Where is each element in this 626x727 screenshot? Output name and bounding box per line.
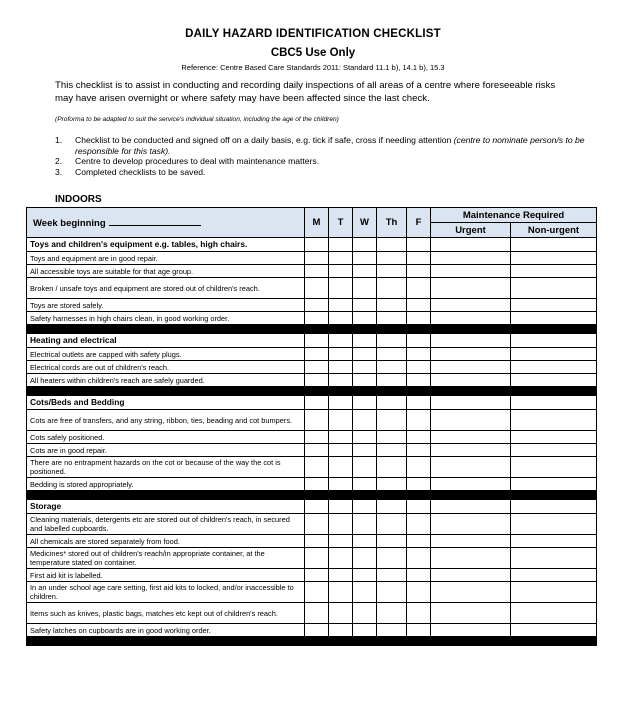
checklist-item-label: Medicines* stored out of children's reach/in appropriate container, at the temperature stated on container. [27,548,305,569]
day-check-cell[interactable] [305,478,329,491]
day-check-cell[interactable] [377,457,407,478]
day-check-cell[interactable] [407,348,431,361]
non-urgent-cell[interactable] [511,299,597,312]
section-divider [27,637,597,646]
table-row [27,410,597,431]
urgent-cell[interactable] [431,548,511,569]
table-row [27,278,597,299]
step-main-text: Centre to develop procedures to deal with maintenance matters. [75,156,320,167]
day-check-cell[interactable] [407,514,431,535]
day-check-cell[interactable] [353,548,377,569]
urgent-cell[interactable] [431,396,511,410]
divider-bar [27,387,597,396]
day-check-cell[interactable] [377,603,407,624]
day-check-cell[interactable] [407,500,431,514]
day-check-cell[interactable] [353,478,377,491]
section-divider [27,491,597,500]
day-check-cell[interactable] [305,361,329,374]
day-check-cell[interactable] [353,299,377,312]
non-urgent-cell[interactable] [511,312,597,325]
day-check-cell[interactable] [353,500,377,514]
table-row [27,444,597,457]
urgent-cell[interactable] [431,410,511,431]
day-header-f: F [407,208,431,238]
table-row [27,603,597,624]
step-main-text: Completed checklists to be saved. [75,166,206,177]
non-urgent-cell[interactable] [511,535,597,548]
day-check-cell[interactable] [353,265,377,278]
step-number: 3. [55,166,63,177]
section-divider [27,325,597,334]
day-check-cell[interactable] [329,500,353,514]
table-row [27,252,597,265]
urgent-cell[interactable] [431,374,511,387]
document-title: DAILY HAZARD IDENTIFICATION CHECKLIST [185,28,441,40]
step-number: 2. [55,156,63,167]
non-urgent-cell[interactable] [511,238,597,252]
day-check-cell[interactable] [329,548,353,569]
day-check-cell[interactable] [329,252,353,265]
category-label: Heating and electrical [27,334,305,348]
week-date-field[interactable] [109,217,201,226]
day-check-cell[interactable] [377,500,407,514]
urgent-cell[interactable] [431,500,511,514]
day-check-cell[interactable] [329,374,353,387]
checklist-item-label: Cots safely positioned. [27,431,305,444]
non-urgent-cell[interactable] [511,478,597,491]
day-check-cell[interactable] [353,431,377,444]
day-check-cell[interactable] [305,569,329,582]
day-check-cell[interactable] [377,265,407,278]
category-label: Cots/Beds and Bedding [27,396,305,410]
day-check-cell[interactable] [305,334,329,348]
day-check-cell[interactable] [377,569,407,582]
checklist-item-label: First aid kit is labelled. [27,569,305,582]
checklist-item-label: Items such as knives, plastic bags, matches etc kept out of children's reach. [27,603,305,624]
checklist-item-label: All chemicals are stored separately from food. [27,535,305,548]
non-urgent-cell[interactable] [511,252,597,265]
day-check-cell[interactable] [305,500,329,514]
urgent-cell[interactable] [431,278,511,299]
day-check-cell[interactable] [329,478,353,491]
day-check-cell[interactable] [353,603,377,624]
day-check-cell[interactable] [305,278,329,299]
proforma-note: (Proforma to be adapted to suit the service's individual situation, including the age of the children) [55,116,339,123]
day-check-cell[interactable] [353,252,377,265]
step-number: 1. [55,135,63,145]
table-row [27,582,597,603]
table-row [27,569,597,582]
checklist-item-label: Toys and equipment are in good repair. [27,252,305,265]
day-check-cell[interactable] [407,361,431,374]
instruction-step [55,156,585,167]
day-check-cell[interactable] [329,348,353,361]
category-label: Toys and children's equipment e.g. tables, high chairs. [27,238,305,252]
day-check-cell[interactable] [329,603,353,624]
day-check-cell[interactable] [407,299,431,312]
checklist-item-label: Electrical cords are out of children's reach. [27,361,305,374]
category-row [27,500,597,514]
day-check-cell[interactable] [353,569,377,582]
day-check-cell[interactable] [407,374,431,387]
non-urgent-cell[interactable] [511,278,597,299]
non-urgent-cell[interactable] [511,603,597,624]
table-row [27,431,597,444]
table-row [27,514,597,535]
table-row [27,348,597,361]
urgent-cell[interactable] [431,238,511,252]
day-check-cell[interactable] [377,410,407,431]
day-check-cell[interactable] [329,265,353,278]
day-check-cell[interactable] [377,478,407,491]
urgent-cell[interactable] [431,361,511,374]
table-row [27,265,597,278]
checklist-item-label: Toys are stored safely. [27,299,305,312]
week-beginning-header [27,208,305,238]
day-check-cell[interactable] [329,582,353,603]
day-check-cell[interactable] [329,444,353,457]
day-check-cell[interactable] [305,457,329,478]
urgent-cell[interactable] [431,535,511,548]
day-check-cell[interactable] [407,334,431,348]
day-check-cell[interactable] [305,603,329,624]
maintenance-required-header: Maintenance Required [431,208,597,223]
day-check-cell[interactable] [305,265,329,278]
checklist-item-label: Cots are free of transfers, and any string, ribbon, ties, beading and cot bumpers. [27,410,305,431]
non-urgent-cell[interactable] [511,396,597,410]
day-check-cell[interactable] [377,312,407,325]
day-check-cell[interactable] [353,396,377,410]
day-check-cell[interactable] [407,265,431,278]
non-urgent-cell[interactable] [511,348,597,361]
day-check-cell[interactable] [407,431,431,444]
day-check-cell[interactable] [329,312,353,325]
day-check-cell[interactable] [329,514,353,535]
day-check-cell[interactable] [329,278,353,299]
day-header-m: M [305,208,329,238]
non-urgent-cell[interactable] [511,334,597,348]
day-check-cell[interactable] [407,410,431,431]
day-check-cell[interactable] [353,312,377,325]
checklist-item-label: Cleaning materials, detergents etc are stored out of children's reach, in secured and labelled cupboards. [27,514,305,535]
day-check-cell[interactable] [353,238,377,252]
day-check-cell[interactable] [377,444,407,457]
instruction-step [55,167,585,178]
day-check-cell[interactable] [407,457,431,478]
day-check-cell[interactable] [329,299,353,312]
day-check-cell[interactable] [353,334,377,348]
day-check-cell[interactable] [329,410,353,431]
checklist-item-label: Electrical outlets are capped with safety plugs. [27,348,305,361]
day-check-cell[interactable] [377,348,407,361]
day-check-cell[interactable] [329,238,353,252]
checklist-item-label: All accessible toys are suitable for that age group. [27,265,305,278]
day-check-cell[interactable] [377,624,407,637]
non-urgent-cell[interactable] [511,431,597,444]
day-check-cell[interactable] [353,410,377,431]
non-urgent-cell[interactable] [511,500,597,514]
day-check-cell[interactable] [305,348,329,361]
checklist-item-label: Cots are in good repair. [27,444,305,457]
day-check-cell[interactable] [377,252,407,265]
table-row [27,457,597,478]
non-urgent-cell[interactable] [511,457,597,478]
day-check-cell[interactable] [305,444,329,457]
day-check-cell[interactable] [377,582,407,603]
day-check-cell[interactable] [329,396,353,410]
day-check-cell[interactable] [305,396,329,410]
day-check-cell[interactable] [407,396,431,410]
day-check-cell[interactable] [407,535,431,548]
reference-line: Reference: Centre Based Care Standards 2011: Standard 11.1 b), 14.1 b), 15.3 [181,63,445,72]
non-urgent-cell[interactable] [511,374,597,387]
day-check-cell[interactable] [353,374,377,387]
day-check-cell[interactable] [305,252,329,265]
day-check-cell[interactable] [329,334,353,348]
urgent-cell[interactable] [431,514,511,535]
day-check-cell[interactable] [329,457,353,478]
day-check-cell[interactable] [353,535,377,548]
checklist-item-label: Safety latches on cupboards are in good working order. [27,624,305,637]
non-urgent-cell[interactable] [511,569,597,582]
day-check-cell[interactable] [377,374,407,387]
step-text [75,167,205,178]
day-check-cell[interactable] [329,431,353,444]
day-check-cell[interactable] [353,457,377,478]
divider-bar [27,491,597,500]
day-check-cell[interactable] [305,548,329,569]
divider-bar [27,637,597,646]
day-check-cell[interactable] [305,582,329,603]
table-row [27,478,597,491]
day-check-cell[interactable] [353,361,377,374]
day-check-cell[interactable] [377,431,407,444]
day-check-cell[interactable] [407,478,431,491]
step-text [75,156,319,167]
intro-paragraph: This checklist is to assist in conducting and recording daily inspections of all areas of a centre where foreseeable risks may have arisen overnight or where safety may have been affected since the last check. [55,80,556,104]
day-check-cell[interactable] [353,624,377,637]
non-urgent-cell[interactable] [511,582,597,603]
day-check-cell[interactable] [353,348,377,361]
day-check-cell[interactable] [305,624,329,637]
urgent-cell[interactable] [431,582,511,603]
day-check-cell[interactable] [305,312,329,325]
non-urgent-cell[interactable] [511,265,597,278]
non-urgent-cell[interactable] [511,514,597,535]
urgent-cell[interactable] [431,312,511,325]
urgent-cell[interactable] [431,624,511,637]
day-check-cell[interactable] [407,278,431,299]
day-check-cell[interactable] [407,624,431,637]
urgent-cell[interactable] [431,457,511,478]
step-note: (centre to nominate person/s to be responsible for this task). [75,135,585,156]
step-text [75,135,585,156]
table-row [27,374,597,387]
day-check-cell[interactable] [377,361,407,374]
day-check-cell[interactable] [377,278,407,299]
day-check-cell[interactable] [353,514,377,535]
table-row [27,535,597,548]
day-check-cell[interactable] [377,396,407,410]
checklist-item-label: All heaters within children's reach are safely guarded. [27,374,305,387]
day-header-w: W [353,208,377,238]
table-row [27,548,597,569]
day-check-cell[interactable] [305,238,329,252]
day-header-th: Th [377,208,407,238]
divider-bar [27,325,597,334]
section-divider [27,387,597,396]
urgent-cell[interactable] [431,431,511,444]
step-main-text: Checklist to be conducted and signed off on a daily basis, e.g. tick if safe, cross if needing attention [75,135,454,145]
urgent-cell[interactable] [431,299,511,312]
day-check-cell[interactable] [305,374,329,387]
week-label: Week beginning [33,218,106,229]
day-header-t: T [329,208,353,238]
urgent-cell[interactable] [431,334,511,348]
table-row [27,299,597,312]
day-check-cell[interactable] [329,361,353,374]
category-label: Storage [27,500,305,514]
non-urgent-cell[interactable] [511,624,597,637]
day-check-cell[interactable] [377,299,407,312]
day-check-cell[interactable] [407,252,431,265]
day-check-cell[interactable] [305,299,329,312]
day-check-cell[interactable] [407,569,431,582]
document-subtitle: CBC5 Use Only [270,47,356,59]
day-check-cell[interactable] [407,312,431,325]
day-check-cell[interactable] [407,582,431,603]
checklist-item-label: Broken / unsafe toys and equipment are stored out of children's reach. [27,278,305,299]
day-check-cell[interactable] [305,535,329,548]
day-check-cell[interactable] [305,410,329,431]
day-check-cell[interactable] [329,535,353,548]
non-urgent-cell[interactable] [511,361,597,374]
table-row [27,361,597,374]
instruction-step [55,135,585,156]
non-urgent-cell[interactable] [511,444,597,457]
day-check-cell[interactable] [353,582,377,603]
day-check-cell[interactable] [377,548,407,569]
day-check-cell[interactable] [407,548,431,569]
checklist-item-label: In an under school age care setting, first aid kits to locked, and/or inaccessible to children. [27,582,305,603]
urgent-header: Urgent [431,223,511,238]
day-check-cell[interactable] [407,238,431,252]
day-check-cell[interactable] [377,238,407,252]
urgent-cell[interactable] [431,265,511,278]
section-heading-indoors: INDOORS [55,194,102,205]
non-urgent-cell[interactable] [511,410,597,431]
non-urgent-cell[interactable] [511,548,597,569]
day-check-cell[interactable] [353,278,377,299]
day-check-cell[interactable] [305,431,329,444]
urgent-cell[interactable] [431,444,511,457]
category-row [27,334,597,348]
checklist-table [26,207,597,646]
day-check-cell[interactable] [329,624,353,637]
non-urgent-header: Non-urgent [511,223,597,238]
day-check-cell[interactable] [407,603,431,624]
urgent-cell[interactable] [431,569,511,582]
category-row [27,396,597,410]
day-check-cell[interactable] [305,514,329,535]
day-check-cell[interactable] [377,514,407,535]
day-check-cell[interactable] [407,444,431,457]
urgent-cell[interactable] [431,252,511,265]
checklist-item-label: Safety harnesses in high chairs clean, in good working order. [27,312,305,325]
category-row [27,238,597,252]
checklist-item-label: Bedding is stored appropriately. [27,478,305,491]
checklist-item-label: There are no entrapment hazards on the cot or because of the way the cot is positioned. [27,457,305,478]
instruction-list [55,135,585,177]
day-check-cell[interactable] [377,334,407,348]
day-check-cell[interactable] [353,444,377,457]
day-check-cell[interactable] [377,535,407,548]
urgent-cell[interactable] [431,603,511,624]
table-row [27,312,597,325]
day-check-cell[interactable] [329,569,353,582]
urgent-cell[interactable] [431,348,511,361]
table-row [27,624,597,637]
urgent-cell[interactable] [431,478,511,491]
